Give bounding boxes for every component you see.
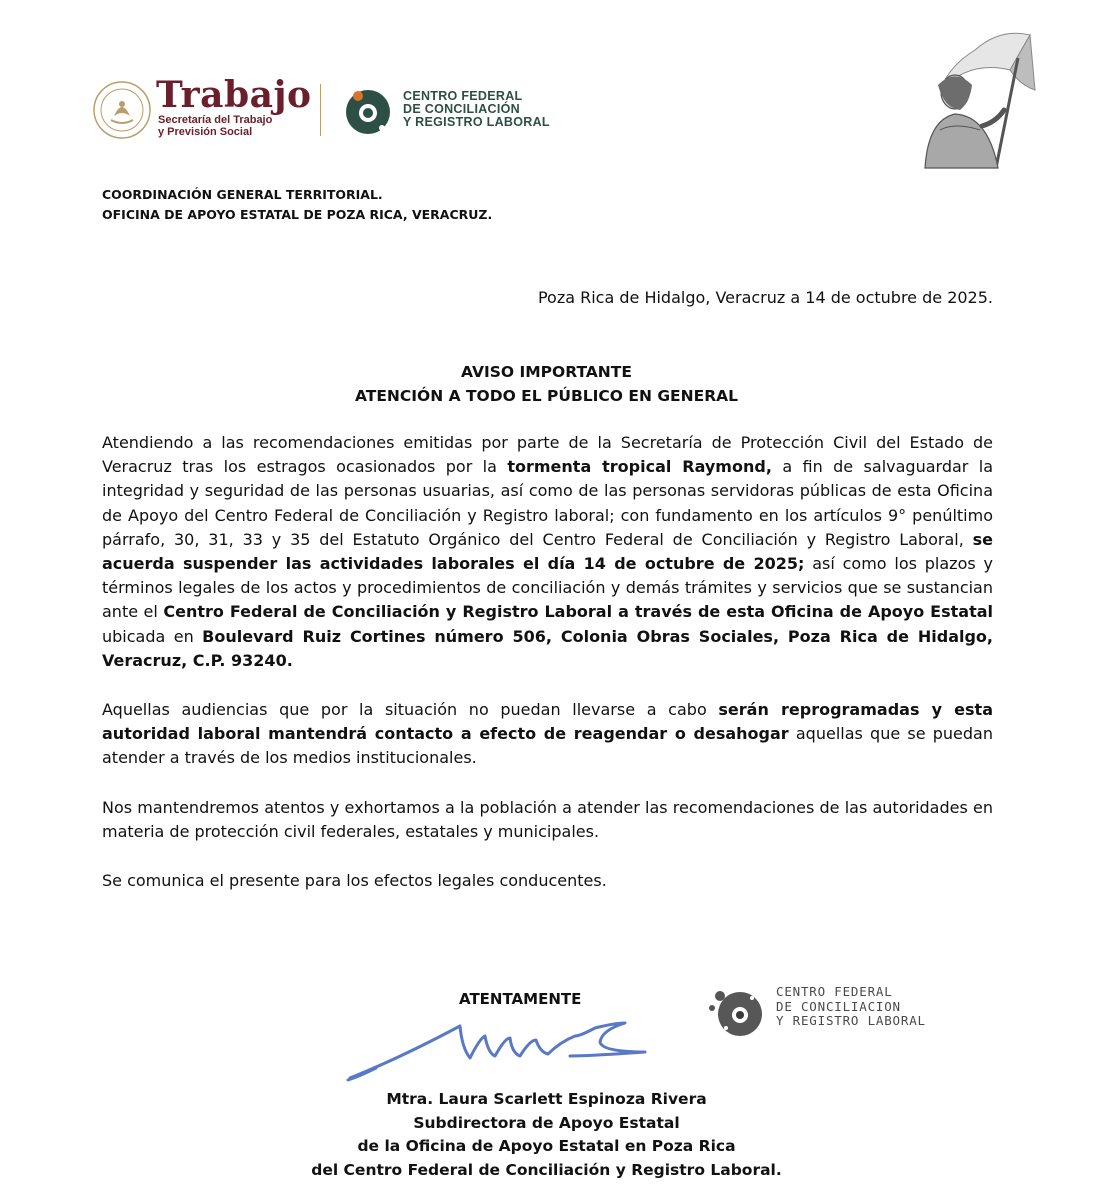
office-heading xyxy=(102,185,492,225)
heroine-flag-illustration-icon xyxy=(900,30,1040,170)
letterhead xyxy=(0,0,1093,180)
bold-run: se acuerda suspender las actividades laborales el día 14 de octubre de 2025; xyxy=(102,529,993,574)
text-run: aquellas que se puedan atender a través de los medios institucionales. xyxy=(102,724,993,768)
paragraph-recommendations: Nos mantendremos atentos y exhortamos a la población a atender las recomendaciones de las autoridades en materia de protección civil federales, estatales y municipales. xyxy=(102,798,993,842)
bold-run: tormenta tropical Raymond, xyxy=(507,457,772,477)
notice-title-line: AVISO IMPORTANTE xyxy=(461,363,632,381)
text-run: a fin de salvaguardar la integridad y seguridad de las personas usuarias, así como de las personas servidoras públicas de esta Oficina de Apoyo del Centro Federal de Conciliación y Registro laboral; con fundamento en los artículos 9° penúltimo párrafo, 30, 31, 33 y 35 del Estatuto Orgánico del Centro Federal de Conciliación y Registro Laboral, xyxy=(102,457,994,549)
paragraph-hearings xyxy=(102,698,993,771)
trabajo-subtitle-line: Secretaría del Trabajo xyxy=(158,114,273,126)
text-run: Atendiendo a las recomendaciones emitidas por parte de la Secretaría de Protección Civil del Estado de Veracruz tras los estragos ocasionados por la xyxy=(102,433,993,477)
cfcrl-wordmark-line: Y REGISTRO LABORAL xyxy=(403,115,550,129)
notice-title-line: ATENCIÓN A TODO EL PÚBLICO EN GENERAL xyxy=(354,387,739,405)
trabajo-wordmark: Trabajo xyxy=(156,74,312,116)
signatory-role: Subdirectora de Apoyo Estatal xyxy=(413,1113,680,1132)
text-run: así como los plazos y términos legales de los actos y procedimientos de conciliación y demás trámites y servicios que se sustancian ante el xyxy=(102,554,993,622)
office-line: COORDINACIÓN GENERAL TERRITORIAL. xyxy=(102,187,383,202)
paragraph-suspension xyxy=(102,431,993,673)
signatory-office: de la Oficina de Apoyo Estatal en Poza Rica xyxy=(357,1137,736,1155)
trabajo-subtitle xyxy=(158,114,272,138)
bold-run: Boulevard Ruiz Cortines número 506, Colonia Obras Sociales, Poza Rica de Hidalgo, Veracruz, C.P. 93240. xyxy=(102,626,994,670)
date-place-line: Poza Rica de Hidalgo, Veracruz a 14 de octubre de 2025. xyxy=(537,288,993,307)
signatory-org: del Centro Federal de Conciliación y Registro Laboral. xyxy=(311,1160,782,1179)
stamp-line: Y REGISTRO LABORAL xyxy=(776,1013,926,1028)
signatory-name: Mtra. Laura Scarlett Espinoza Rivera xyxy=(386,1090,707,1108)
stamp-line: CENTRO FEDERAL xyxy=(776,984,893,999)
trabajo-subtitle-line: y Previsión Social xyxy=(158,126,253,138)
header-divider xyxy=(320,84,321,136)
signatory-block xyxy=(0,1088,1093,1182)
notice-title xyxy=(0,360,1093,408)
cfcrl-wordmark-line: DE CONCILIACIÓN xyxy=(403,102,520,116)
cfcrl-logo-icon xyxy=(342,86,394,136)
stamp-logo-icon xyxy=(706,984,772,1040)
office-line: OFICINA DE APOYO ESTATAL DE POZA RICA, VERACRUZ. xyxy=(102,207,493,222)
bold-run: serán reprogramadas y esta autoridad laboral mantendrá contacto a efecto de reagendar o desahogar xyxy=(102,700,994,744)
text-run: Aquellas audiencias que por la situación no puedan llevarse a cabo xyxy=(102,700,719,719)
stamp-wordmark xyxy=(776,985,926,1029)
handwritten-signature xyxy=(340,1008,670,1088)
cfcrl-wordmark xyxy=(403,90,550,129)
cfcrl-wordmark-line: CENTRO FEDERAL xyxy=(403,89,523,103)
mexico-seal-icon xyxy=(92,80,152,140)
text-run: ubicada en xyxy=(102,626,203,646)
closing-salutation: ATENTAMENTE xyxy=(459,990,582,1008)
bold-run: Centro Federal de Conciliación y Registro Laboral a través de esta Oficina de Apoyo Estatal xyxy=(163,602,994,622)
paragraph-closing: Se comunica el presente para los efectos legales conducentes. xyxy=(102,871,607,890)
stamp-line: DE CONCILIACION xyxy=(776,998,901,1014)
